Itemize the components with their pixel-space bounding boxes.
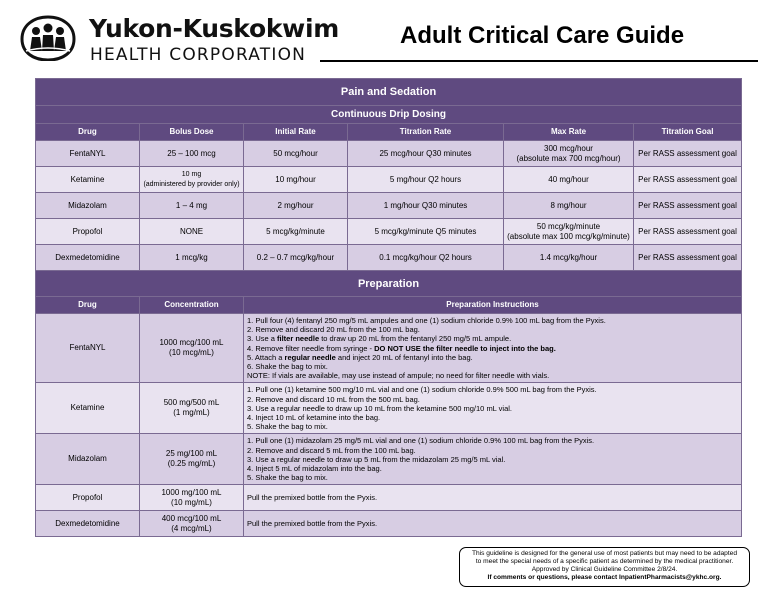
table-row <box>36 314 742 383</box>
disclaimer-line: to meet the special needs of a specific patient as determined by the medical practitioner. <box>475 558 734 565</box>
titration-goal-cell: Per RASS assessment goal <box>634 141 742 167</box>
concentration-note: (10 mcg/mL) <box>169 348 214 358</box>
table-row <box>36 383 742 434</box>
instructions-cell: Pull the premixed bottle from the Pyxis. <box>244 485 742 511</box>
instruction-step <box>247 353 738 362</box>
max-rate-value: 300 mcg/hour <box>544 143 593 153</box>
instruction-step <box>247 344 738 353</box>
bolus-note: (administered by provider only) <box>143 180 240 188</box>
instruction-step: 4. Inject 5 mL of midazolam into the bag. <box>247 464 382 474</box>
bolus-cell: NONE <box>140 219 244 245</box>
step-text: 5. Attach a <box>247 352 285 362</box>
titration-rate-cell: 5 mcg/kg/minute Q5 minutes <box>348 219 504 245</box>
titration-goal-cell: Per RASS assessment goal <box>634 219 742 245</box>
max-rate-cell: 1.4 mcg/kg/hour <box>504 245 634 271</box>
drug-cell: Dexmedetomidine <box>36 511 140 537</box>
initial-rate-cell: 5 mcg/kg/minute <box>244 219 348 245</box>
titration-goal-cell: Per RASS assessment goal <box>634 193 742 219</box>
bolus-cell: 25 – 100 mcg <box>140 141 244 167</box>
section-heading-preparation: Preparation <box>36 271 742 297</box>
instruction-note: NOTE: If vials are available, may use instead of ampule; no need for filter needle with vials. <box>247 371 550 381</box>
approval-line: Approved by Clinical Guideline Committee 2/8/24. <box>531 566 678 573</box>
step-text: and inject 20 mL of fentanyl into the bag. <box>335 352 473 362</box>
bolus-value: 10 mg <box>181 170 202 178</box>
max-rate-value: 50 mcg/kg/minute <box>536 221 601 231</box>
step-text: 3. Use a <box>247 334 278 344</box>
concentration-note: (4 mcg/mL) <box>171 523 212 533</box>
initial-rate-cell: 50 mcg/hour <box>244 141 348 167</box>
sub-heading-continuous-drip: Continuous Drip Dosing <box>36 106 742 124</box>
concentration-cell <box>140 485 244 511</box>
table-row <box>36 141 742 167</box>
instruction-step: 4. Inject 10 mL of ketamine into the bag. <box>247 413 381 423</box>
column-header: Drug <box>36 124 140 141</box>
column-header: Titration Rate <box>348 124 504 141</box>
titration-goal-cell: Per RASS assessment goal <box>634 167 742 193</box>
max-rate-note: (absolute max 100 mcg/kg/minute) <box>507 231 630 241</box>
drug-cell: Dexmedetomidine <box>36 245 140 271</box>
titration-rate-cell: 0.1 mcg/kg/hour Q2 hours <box>348 245 504 271</box>
concentration-note: (1 mg/mL) <box>173 408 210 418</box>
table-row <box>36 167 742 193</box>
instruction-step: 5. Shake the bag to mix. <box>247 473 328 483</box>
table-row <box>36 193 742 219</box>
preparation-table <box>35 270 742 537</box>
max-rate-cell: 40 mg/hour <box>504 167 634 193</box>
column-header: Drug <box>36 297 140 314</box>
table-row <box>36 485 742 511</box>
instruction-step: 2. Remove and discard 20 mL from the 100 mL bag. <box>247 325 420 335</box>
titration-rate-cell: 25 mcg/hour Q30 minutes <box>348 141 504 167</box>
initial-rate-cell: 0.2 – 0.7 mcg/kg/hour <box>244 245 348 271</box>
titration-rate-cell: 1 mg/hour Q30 minutes <box>348 193 504 219</box>
section-heading-pain: Pain and Sedation <box>36 79 742 106</box>
org-name-line1: Yukon-Kuskokwim <box>89 14 339 43</box>
instruction-step: 2. Remove and discard 5 mL from the 100 mL bag. <box>247 445 416 455</box>
instructions-cell <box>244 434 742 485</box>
drug-cell: Ketamine <box>36 383 140 434</box>
max-rate-cell: 8 mg/hour <box>504 193 634 219</box>
concentration-note: (0.25 mg/mL) <box>167 459 216 469</box>
column-header: Preparation Instructions <box>244 297 742 314</box>
max-rate-cell <box>504 141 634 167</box>
instructions-cell: Pull the premixed bottle from the Pyxis. <box>244 511 742 537</box>
instruction-step: 5. Shake the bag to mix. <box>247 422 328 432</box>
titration-rate-cell: 5 mg/hour Q2 hours <box>348 167 504 193</box>
header <box>0 0 776 75</box>
table-row <box>36 434 742 485</box>
concentration-value: 1000 mcg/100 mL <box>159 338 224 348</box>
guide-tables <box>35 78 741 537</box>
drug-cell: FentaNYL <box>36 314 140 383</box>
concentration-cell <box>140 434 244 485</box>
org-name-line2: HEALTH CORPORATION <box>90 45 307 65</box>
concentration-value: 400 mcg/100 mL <box>161 513 222 523</box>
title-underline <box>320 60 758 62</box>
disclaimer-box <box>459 547 750 587</box>
instruction-step: 1. Pull one (1) ketamine 500 mg/10 mL vial and one (1) sodium chloride 0.9% 500 mL bag from the Pyxis. <box>247 385 597 395</box>
drug-cell: FentaNYL <box>36 141 140 167</box>
max-rate-note: (absolute max 700 mcg/hour) <box>516 153 621 163</box>
step-emphasis: filter needle <box>277 334 320 344</box>
bolus-cell <box>140 167 244 193</box>
column-header: Titration Goal <box>634 124 742 141</box>
step-emphasis: regular needle <box>284 352 336 362</box>
bolus-cell: 1 – 4 mg <box>140 193 244 219</box>
instruction-step: 1. Pull one (1) midazolam 25 mg/5 mL vial and one (1) sodium chloride 0.9% 100 mL bag from the Pyxis. <box>247 436 595 446</box>
instruction-step <box>247 334 738 343</box>
concentration-cell <box>140 511 244 537</box>
instruction-step: 3. Use a regular needle to draw up 5 mL from the midazolam 25 mg/5 mL vial. <box>247 454 506 464</box>
contact-line: If comments or questions, please contact InpatientPharmacists@ykhc.org. <box>487 574 722 581</box>
max-rate-cell <box>504 219 634 245</box>
drug-cell: Propofol <box>36 219 140 245</box>
dosing-table <box>35 78 742 271</box>
instructions-cell <box>244 314 742 383</box>
table-row <box>36 219 742 245</box>
instructions-cell <box>244 383 742 434</box>
titration-goal-cell: Per RASS assessment goal <box>634 245 742 271</box>
table-row <box>36 245 742 271</box>
step-emphasis: DO NOT USE the filter needle to inject into the bag. <box>374 343 556 353</box>
concentration-note: (10 mg/mL) <box>171 497 212 507</box>
drug-cell: Propofol <box>36 485 140 511</box>
step-text: 4. Remove filter needle from syringe - <box>247 343 375 353</box>
disclaimer-line: This guideline is designed for the general use of most patients but may need to be adapted <box>471 550 738 557</box>
page-title: Adult Critical Care Guide <box>400 22 685 49</box>
drug-cell: Midazolam <box>36 434 140 485</box>
initial-rate-cell: 2 mg/hour <box>244 193 348 219</box>
concentration-cell <box>140 314 244 383</box>
initial-rate-cell: 10 mg/hour <box>244 167 348 193</box>
instruction-step: 2. Remove and discard 10 mL from the 500 mL bag. <box>247 394 420 404</box>
column-header: Initial Rate <box>244 124 348 141</box>
drug-cell: Ketamine <box>36 167 140 193</box>
column-header: Max Rate <box>504 124 634 141</box>
ykhc-logo-icon <box>18 15 78 61</box>
concentration-value: 1000 mg/100 mL <box>161 487 222 497</box>
table-row <box>36 511 742 537</box>
column-header: Concentration <box>140 297 244 314</box>
concentration-cell <box>140 383 244 434</box>
step-text: to draw up 20 mL from the fentanyl 250 mg/5 mL ampule. <box>319 334 512 344</box>
concentration-value: 500 mg/500 mL <box>163 398 220 408</box>
instruction-step: 6. Shake the bag to mix. <box>247 362 328 372</box>
column-header: Bolus Dose <box>140 124 244 141</box>
drug-cell: Midazolam <box>36 193 140 219</box>
bolus-cell: 1 mcg/kg <box>140 245 244 271</box>
concentration-value: 25 mg/100 mL <box>165 449 218 459</box>
instruction-step: 3. Use a regular needle to draw up 10 mL from the ketamine 500 mg/10 mL vial. <box>247 403 513 413</box>
instruction-step: 1. Pull four (4) fentanyl 250 mg/5 mL ampules and one (1) sodium chloride 0.9% 100 mL bag from the Pyxis. <box>247 316 606 325</box>
